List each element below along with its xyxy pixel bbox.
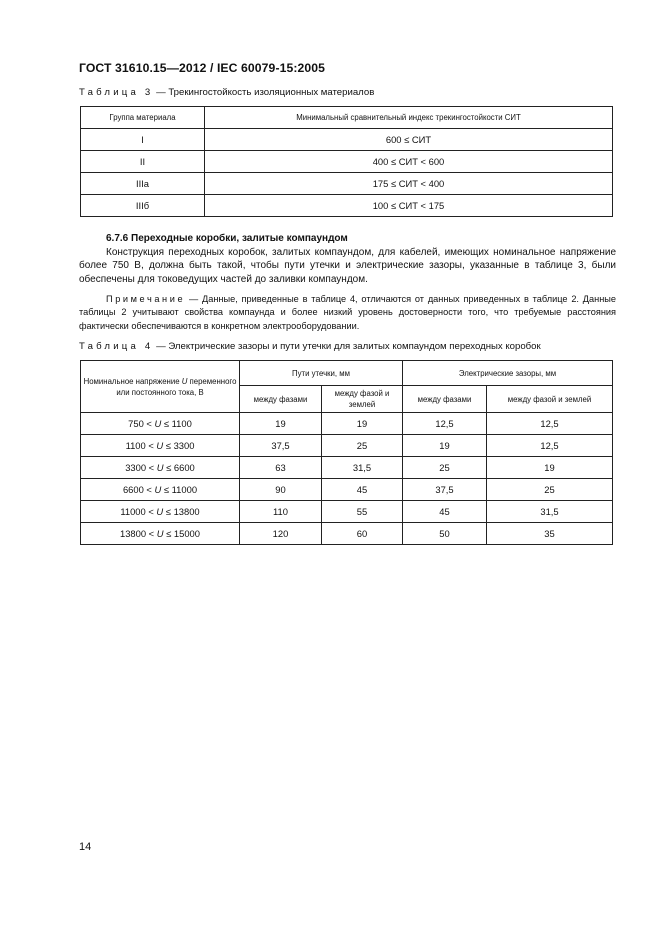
table3-header-row (81, 107, 613, 129)
table3 (80, 106, 613, 217)
table3-cell-group: IIIa (81, 173, 205, 195)
table4-cell-clearance-pp: 12,5 (403, 413, 487, 435)
table4-cell-creepage-pp: 63 (240, 457, 322, 479)
table4-cell-creepage-pe: 19 (322, 413, 403, 435)
table4-cell-creepage-pe: 55 (322, 501, 403, 523)
table-row (81, 129, 613, 151)
table4-header-creepage: Пути утечки, мм (240, 361, 403, 386)
table4-cell-creepage-pe: 45 (322, 479, 403, 501)
table3-cell-group: I (81, 129, 205, 151)
voltage-upper: 6600 (173, 462, 195, 473)
table4-cell-creepage-pe: 25 (322, 435, 403, 457)
table4-header-row (81, 361, 613, 386)
page-number: 14 (79, 841, 92, 853)
table4-header-clearance: Электрические зазоры, мм (403, 361, 613, 386)
table-row (81, 457, 613, 479)
table4-cell-voltage-range: 13800 < U ≤ 15000 (81, 523, 240, 545)
table-row (81, 151, 613, 173)
table4-cell-creepage-pp: 37,5 (240, 435, 322, 457)
table4-subheader-phase-phase: между фазами (403, 386, 487, 413)
table-row (81, 413, 613, 435)
table3-cell-cti: 400 ≤ СИТ < 600 (205, 151, 613, 173)
section-paragraph: Конструкция переходных коробок, залитых компаундом, для кабелей, имеющих номинальное напряжение более 750 В, должна быть такой, чтобы пути утечки и электрические зазоры, указанные в таблице 3, были обеспечены для токоведущих частей до заливки компаундом. (79, 247, 616, 285)
table4-header-voltage-symbol: U (181, 376, 188, 386)
table-row (81, 435, 613, 457)
voltage-upper: 1100 (171, 418, 192, 429)
voltage-symbol: U (156, 462, 164, 473)
voltage-symbol: U (156, 528, 164, 539)
table4-subheader-phase-earth: между фазой и землей (487, 386, 613, 413)
table4-cell-clearance-pp: 19 (403, 435, 487, 457)
table4-cell-creepage-pp: 90 (240, 479, 322, 501)
table4-cell-clearance-pe: 12,5 (487, 435, 613, 457)
table4-cell-voltage-range: 750 < U ≤ 1100 (81, 413, 240, 435)
voltage-upper: 11000 (171, 484, 198, 495)
table4-cell-clearance-pp: 37,5 (403, 479, 487, 501)
voltage-lower: 1100 (125, 440, 146, 451)
document-header: ГОСТ 31610.15—2012 / IEC 60079-15:2005 (79, 61, 326, 75)
table3-cell-cti: 175 ≤ СИТ < 400 (205, 173, 613, 195)
table4-cell-clearance-pe: 12,5 (487, 413, 613, 435)
voltage-symbol: U (154, 484, 162, 495)
voltage-symbol: U (154, 418, 162, 429)
note-text: — Данные, приведенные в таблице 4, отличаются от данных приведенных в таблице 2. Данные таблицы 2 учитывают свойства компаунда и более низкий уровень достоверности того, что требуемые расстояния фактически обеспечиваются в конкретном электрооборудовании. (79, 294, 616, 331)
table4-cell-creepage-pp: 110 (240, 501, 322, 523)
voltage-lower: 750 (128, 418, 144, 429)
table-row (81, 501, 613, 523)
voltage-lower: 3300 (125, 462, 147, 473)
voltage-upper: 3300 (173, 440, 195, 451)
voltage-lower: 11000 (120, 506, 146, 517)
table4-cell-clearance-pp: 25 (403, 457, 487, 479)
table4-cell-clearance-pe: 31,5 (487, 501, 613, 523)
table3-caption-label: Таблица 3 (79, 87, 154, 98)
table4-cell-creepage-pp: 120 (240, 523, 322, 545)
table4-cell-voltage-range: 3300 < U ≤ 6600 (81, 457, 240, 479)
table4-caption-text: — Электрические зазоры и пути утечки для залитых компаундом переходных коробок (153, 341, 541, 352)
table4-cell-voltage-range: 6600 < U ≤ 11000 (81, 479, 240, 501)
table-row (81, 173, 613, 195)
table4-header-voltage-text: Номинальное напряжение (83, 376, 182, 386)
section-heading: 6.7.6 Переходные коробки, залитые компаундом (106, 233, 348, 244)
table3-cell-cti: 600 ≤ СИТ (205, 129, 613, 151)
table4-cell-creepage-pe: 60 (322, 523, 403, 545)
note-paragraph (79, 293, 616, 333)
table3-caption-text: — Трекингостойкость изоляционных материалов (153, 87, 375, 98)
voltage-symbol: U (156, 440, 164, 451)
table3-cell-group: II (81, 151, 205, 173)
table4-cell-clearance-pp: 50 (403, 523, 487, 545)
table3-cell-cti: 100 ≤ СИТ < 175 (205, 195, 613, 217)
table4-cell-clearance-pp: 45 (403, 501, 487, 523)
table-row (81, 479, 613, 501)
table4-cell-creepage-pe: 31,5 (322, 457, 403, 479)
voltage-symbol: U (156, 506, 164, 517)
table3-cell-group: IIIб (81, 195, 205, 217)
table4-header-voltage-text: переменного или постоянного тока, В (116, 376, 237, 397)
table4-subheader-phase-earth: между фазой и землей (322, 386, 403, 413)
table3-header-group: Группа материала (81, 107, 205, 129)
table4-subheader-phase-phase: между фазами (240, 386, 322, 413)
table4-caption (79, 341, 541, 352)
note-label: Примечание (106, 294, 186, 304)
table4 (80, 360, 613, 545)
table4-header-voltage (81, 361, 240, 413)
table4-cell-clearance-pe: 19 (487, 457, 613, 479)
table4-cell-creepage-pp: 19 (240, 413, 322, 435)
table4-cell-clearance-pe: 35 (487, 523, 613, 545)
table3-caption (79, 87, 374, 98)
voltage-lower: 13800 (120, 528, 147, 539)
table4-cell-clearance-pe: 25 (487, 479, 613, 501)
table4-caption-label: Таблица 4 (79, 341, 154, 352)
voltage-upper: 15000 (173, 528, 200, 539)
table3-header-cti: Минимальный сравнительный индекс трекингостойкости СИТ (205, 107, 613, 129)
voltage-upper: 13800 (173, 506, 200, 517)
table4-cell-voltage-range: 11000 < U ≤ 13800 (81, 501, 240, 523)
table-row (81, 523, 613, 545)
voltage-lower: 6600 (122, 484, 144, 495)
table4-cell-voltage-range: 1100 < U ≤ 3300 (81, 435, 240, 457)
table-row (81, 195, 613, 217)
